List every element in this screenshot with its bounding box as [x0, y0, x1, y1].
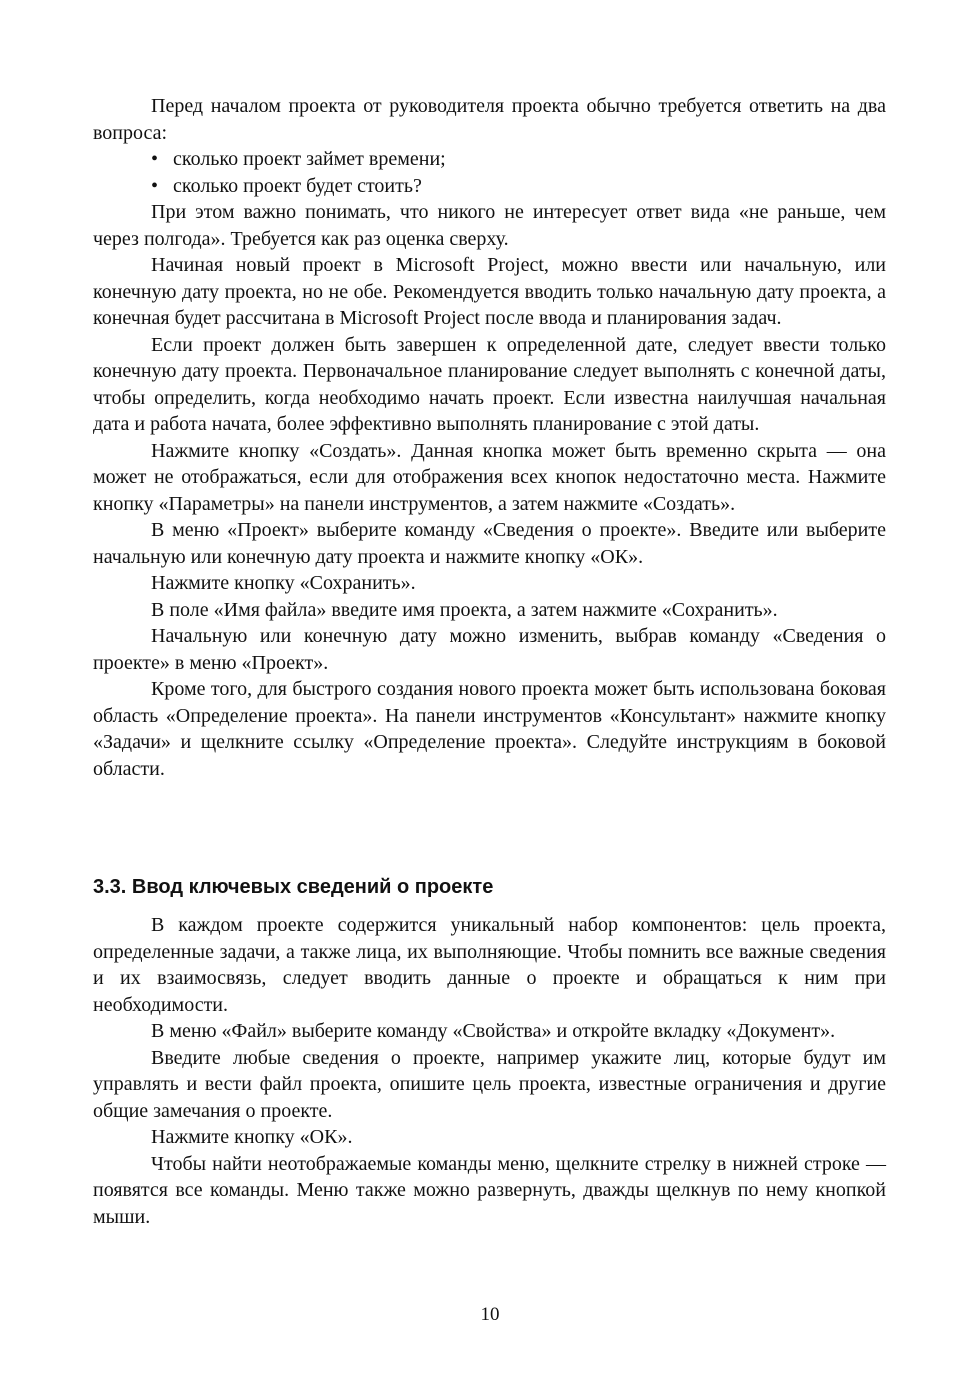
paragraph-project-info: В меню «Проект» выберите команду «Сведения о проекте». Введите или выберите начальную или конечную дату проекта и нажмите кнопку «ОК».: [93, 519, 886, 568]
section-body-project-dates: [93, 93, 886, 782]
bullet-text: сколько проект займет времени;: [173, 148, 446, 170]
section-body-key-info: [93, 912, 886, 1230]
intro-paragraph: Перед началом проекта от руководителя проекта обычно требуется ответить на два вопроса:: [93, 95, 886, 144]
bullet-item-cost: [93, 173, 886, 200]
paragraph-components: В каждом проекте содержится уникальный набор компонентов: цель проекта, определенные задачи, а также лица, их выполняющие. Чтобы помнить все важные сведения и их взаимосвязь, следует вводить данные о проекте и обращаться к ним при необходимости.: [93, 914, 886, 1016]
page-number: 10: [480, 1304, 500, 1325]
paragraph-create-button: Нажмите кнопку «Создать». Данная кнопка может быть временно скрыта — она может не отображаться, если для отображения всех кнопок недостаточно места. Нажмите кнопку «Параметры» на панели инструментов, а затем нажмите «Создать».: [93, 439, 886, 515]
bullet-icon: •: [151, 148, 159, 170]
paragraph-change-date: Начальную или конечную дату можно изменить, выбрав команду «Сведения о проекте» в меню «Проект».: [93, 625, 886, 674]
paragraph-estimate: При этом важно понимать, что никого не интересует ответ вида «не раньше, чем через полгода». Требуется как раз оценка сверху.: [93, 201, 886, 250]
paragraph-end-date: Если проект должен быть завершен к определенной дате, следует ввести только конечную дату проекта. Первоначальное планирование следует выполнять с конечной даты, чтобы определить, когда необходимо начать проект. Если известна наилучшая начальная дата и работа начата, более эффективно выполнять планирование с этой даты.: [93, 333, 886, 435]
bullet-text: сколько проект будет стоить?: [173, 174, 422, 197]
paragraph-ok: Нажмите кнопку «ОК».: [151, 1126, 353, 1148]
paragraph-file-name: В поле «Имя файла» введите имя проекта, а затем нажмите «Сохранить».: [151, 598, 778, 621]
bullet-icon: •: [151, 174, 159, 197]
paragraph-file-properties: В меню «Файл» выберите команду «Свойства» и откройте вкладку «Документ».: [151, 1020, 836, 1042]
paragraph-save: Нажмите кнопку «Сохранить».: [151, 572, 416, 594]
paragraph-side-pane: Кроме того, для быстрого создания нового проекта может быть использована боковая область «Определение проекта». На панели инструментов «Консультант» нажмите кнопку «Задачи» и щелкните ссылку «Определение проекта». Следуйте инструкциям в боковой области.: [93, 678, 886, 780]
paragraph-enter-info: Введите любые сведения о проекте, например укажите лиц, которые будут им управлять и вести файл проекта, опишите цель проекта, известные ограничения и другие общие замечания о проекте.: [93, 1046, 886, 1122]
section-heading: 3.3. Ввод ключевых сведений о проекте: [93, 876, 494, 898]
paragraph-hidden-commands: Чтобы найти неотображаемые команды меню, щелкните стрелку в нижней строке — появятся все команды. Меню также можно развернуть, дважды щелкнув по нему кнопкой мыши.: [93, 1152, 886, 1228]
bullet-item-time: [93, 146, 886, 173]
paragraph-start-date: Начиная новый проект в Microsoft Project, можно ввести или начальную, или конечную дату проекта, но не обе. Рекомендуется вводить только начальную дату проекта, а конечная будет рассчитана в Microsoft Project после ввода и планирования задач.: [93, 254, 886, 329]
